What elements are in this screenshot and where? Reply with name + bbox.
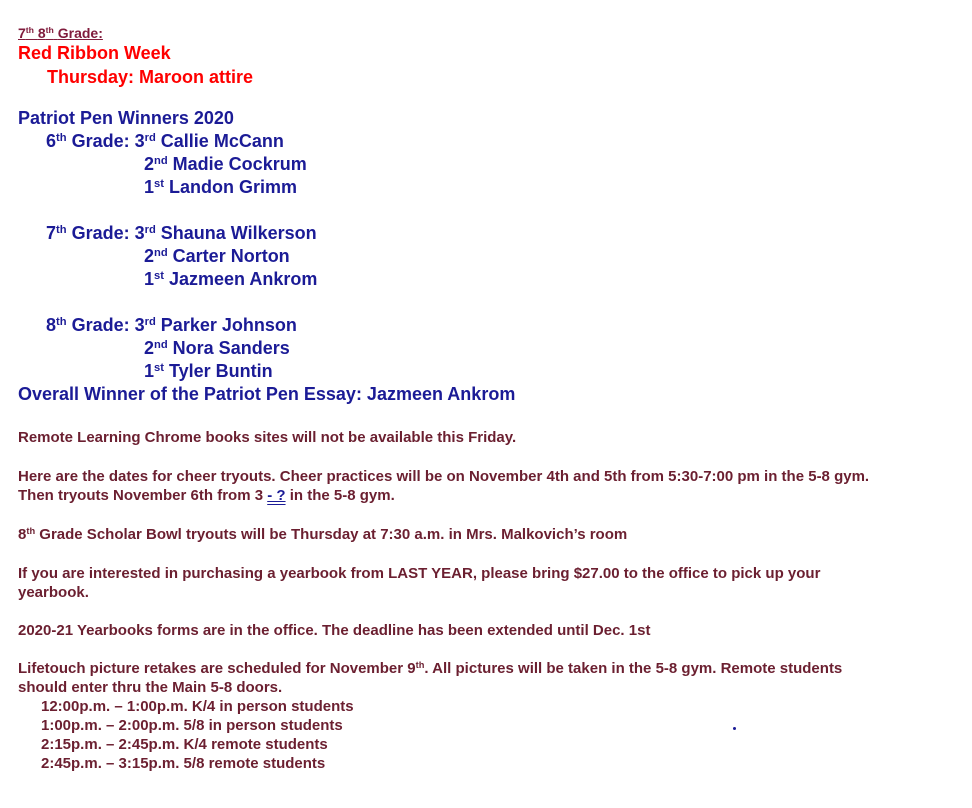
schedule-item: 2:15p.m. – 2:45p.m. K/4 remote students	[41, 736, 328, 753]
unknown-time-marker: - ?	[267, 487, 286, 504]
winner-line: 2nd Nora Sanders	[144, 338, 290, 358]
winner-line: 1st Landon Grimm	[144, 177, 297, 197]
scholar-bowl-notice: 8th Grade Scholar Bowl tryouts will be Thursday at 7:30 a.m. in Mrs. Malkovich’s room	[18, 525, 628, 543]
yearbook-notice-line-2: yearbook.	[18, 584, 89, 601]
schedule-item: 2:45p.m. – 3:15p.m. 5/8 remote students	[41, 755, 326, 772]
lifetouch-notice-line-2: should enter thru the Main 5-8 doors.	[18, 679, 283, 696]
patriot-pen-title: Patriot Pen Winners 2020	[18, 108, 234, 128]
cheer-notice-line-2: Then tryouts November 6th from 3 - ? in the 5-8 gym.	[18, 487, 395, 504]
thursday-attire: Thursday: Maroon attire	[47, 67, 254, 87]
lifetouch-notice-line-1: Lifetouch picture retakes are scheduled for November 9th. All pictures will be taken in the 5-8 gym. Remote students	[18, 659, 843, 677]
stray-dot	[733, 727, 736, 730]
winner-line: 2nd Carter Norton	[144, 246, 290, 266]
grade-heading: 7th 8th Grade:	[18, 25, 103, 41]
schedule-item: 12:00p.m. – 1:00p.m. K/4 in person students	[41, 698, 354, 715]
grade-8-heading: 8th Grade: 3rd Parker Johnson	[46, 315, 297, 335]
red-ribbon-title: Red Ribbon Week	[18, 43, 171, 63]
winner-line: 1st Tyler Buntin	[144, 361, 273, 381]
winner-line: 1st Jazmeen Ankrom	[144, 269, 318, 289]
cheer-notice-line-1: Here are the dates for cheer tryouts. Cheer practices will be on November 4th and 5th from 5:30-7:00 pm in the 5-8 gym.	[18, 468, 870, 485]
winner-line: 2nd Madie Cockrum	[144, 154, 307, 174]
grade-6-heading: 6th Grade: 3rd Callie McCann	[46, 131, 284, 151]
yearbook-forms-notice: 2020-21 Yearbooks forms are in the office. The deadline has been extended until Dec. 1st	[18, 622, 651, 639]
grade-7-heading: 7th Grade: 3rd Shauna Wilkerson	[46, 223, 317, 243]
overall-winner: Overall Winner of the Patriot Pen Essay: Jazmeen Ankrom	[18, 384, 516, 404]
schedule-item: 1:00p.m. – 2:00p.m. 5/8 in person students	[41, 717, 343, 734]
remote-learning-notice: Remote Learning Chrome books sites will not be available this Friday.	[18, 429, 517, 446]
yearbook-notice-line-1: If you are interested in purchasing a yearbook from LAST YEAR, please bring $27.00 to the office to pick up your	[18, 565, 821, 582]
